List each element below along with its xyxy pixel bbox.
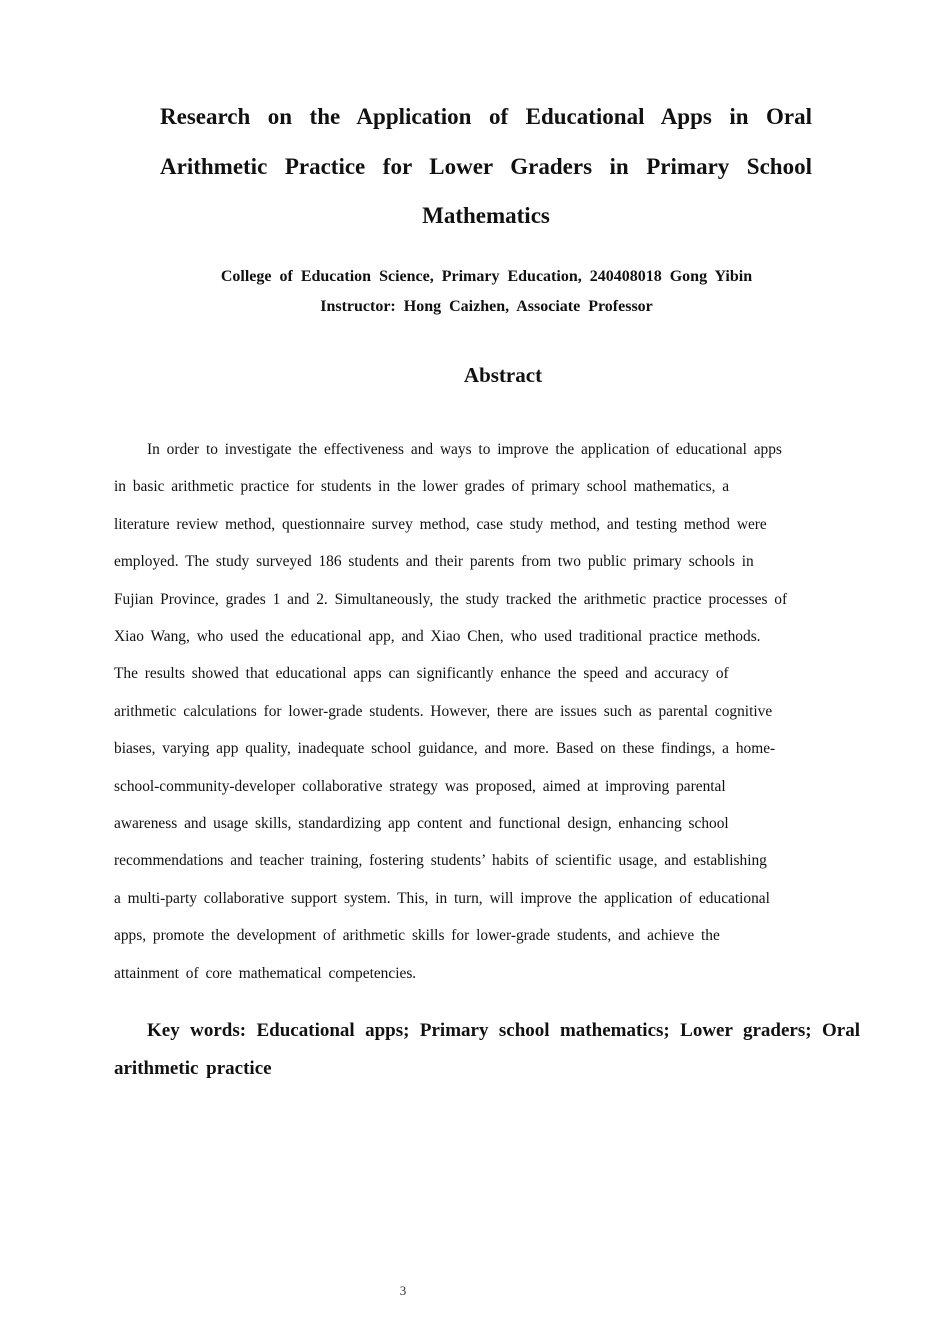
abstract-line: In order to investigate the effectiveness and ways to improve the application of educational apps [147,441,782,458]
author-affiliation: College of Education Science, Primary Education, 240408018 Gong Yibin [220,268,753,285]
abstract-body [114,431,864,992]
abstract-line: recommendations and teacher training, fostering students’ habits of scientific usage, and establishing [114,852,767,870]
abstract-line: literature review method, questionnaire survey method, case study method, and testing method were [114,515,767,533]
abstract-line: biases, varying app quality, inadequate school guidance, and more. Based on these findings, a home- [114,740,776,758]
abstract-line: Xiao Wang, who used the educational app, and Xiao Chen, who used traditional practice methods. [114,628,761,646]
title-line: Research on the Application of Educational Apps in Oral [160,104,812,129]
abstract-line: The results showed that educational apps can significantly enhance the speed and accuracy of [114,665,729,683]
abstract-line: awareness and usage skills, standardizing app content and functional design, enhancing school [114,815,729,833]
title-line: Arithmetic Practice for Lower Graders in Primary School [160,153,812,179]
keywords-line: Key words: Educational apps; Primary school mathematics; Lower graders; Oral [147,1020,860,1041]
abstract-line: school-community-developer collaborative strategy was proposed, aimed at improving parental [114,777,726,795]
abstract-line: apps, promote the development of arithmetic skills for lower-grade students, and achieve the [114,927,720,945]
abstract-line: a multi-party collaborative support system. This, in turn, will improve the application of educational [114,889,770,907]
abstract-line: attainment of core mathematical competencies. [114,964,417,982]
keywords-line: arithmetic practice [114,1058,272,1079]
abstract-line: Fujian Province, grades 1 and 2. Simultaneously, the study tracked the arithmetic practice processes of [114,590,788,608]
abstract-line: arithmetic calculations for lower-grade students. However, there are issues such as parental cognitive [114,702,773,720]
instructor-line: Instructor: Hong Caizhen, Associate Professor [320,298,653,315]
abstract-line: employed. The study surveyed 186 students and their parents from two public primary schools in [114,553,754,571]
author-block [100,262,873,322]
title-line: Mathematics [422,203,550,228]
abstract-line: in basic arithmetic practice for students in the lower grades of primary school mathematics, a [114,478,730,496]
keywords-block [114,1012,860,1088]
paper-title [160,92,812,241]
page-number: 3 [399,1283,407,1298]
abstract-heading: Abstract [463,363,543,387]
